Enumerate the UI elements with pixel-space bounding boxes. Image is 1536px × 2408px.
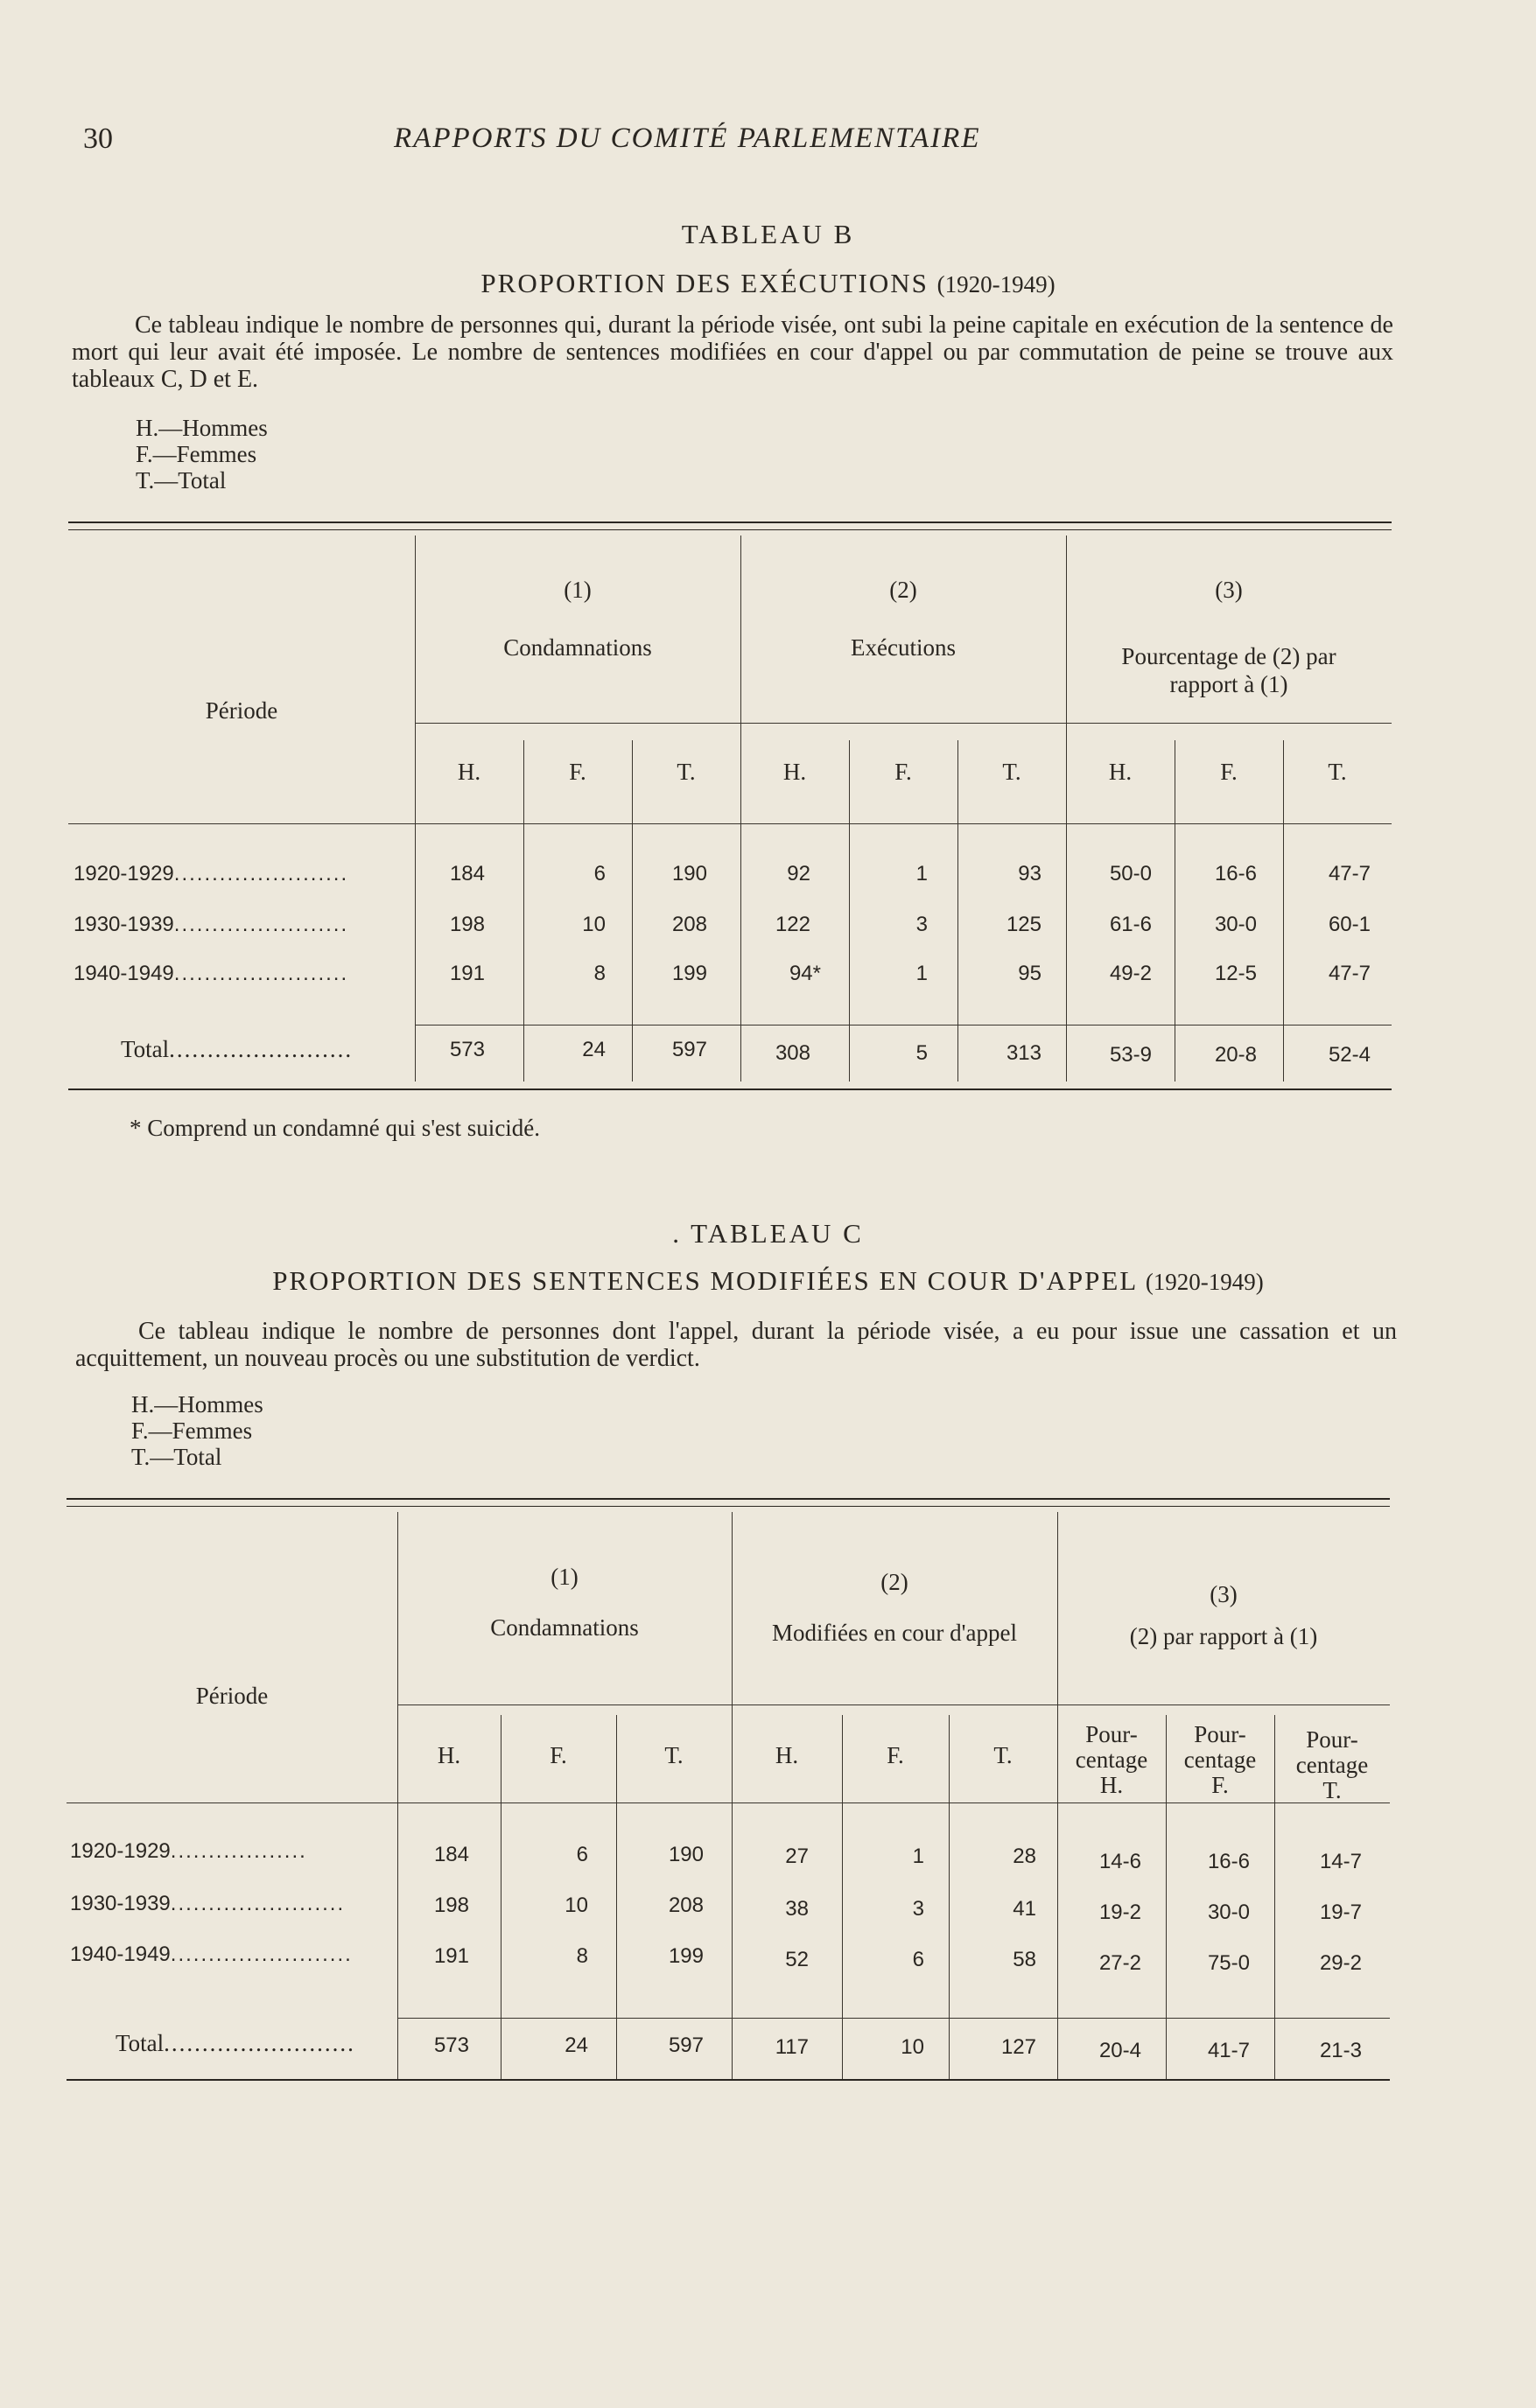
legend-item: T.—Total: [136, 467, 227, 494]
table-c-legend: [131, 1391, 263, 1470]
page-number: 30: [83, 122, 113, 155]
table-cell: 190: [668, 1843, 704, 1866]
group-label: Exécutions: [851, 634, 956, 661]
table-cell: 208: [671, 913, 707, 936]
total-cell: 10: [901, 2035, 924, 2059]
sub-header: H.: [437, 1742, 461, 1768]
row-period: 1930-1939.......................: [70, 1892, 346, 1915]
table-cell: 47-7: [1328, 862, 1371, 886]
table-cell: 92: [787, 862, 810, 886]
table-cell: 94*: [789, 962, 821, 985]
table-b-label: TABLEAU B: [681, 219, 855, 249]
table-cell: 191: [433, 1944, 469, 1968]
table-cell: 52: [785, 1948, 809, 1971]
col-period: Période: [195, 1683, 269, 1709]
row-period: 1940-1949........................: [70, 1942, 353, 1966]
sub-header: H.: [457, 759, 481, 785]
table-cell: 184: [449, 862, 485, 886]
table-cell: 30-0: [1207, 1900, 1250, 1924]
table-cell: 3: [912, 1897, 924, 1921]
table-b-years: (1920-1949): [936, 271, 1056, 298]
table-cell: 49-2: [1109, 962, 1152, 985]
running-title: RAPPORTS DU COMITÉ PARLEMENTAIRE: [394, 122, 981, 154]
sub-header: F.: [550, 1742, 567, 1768]
group-num: (3): [1210, 1581, 1238, 1607]
total-cell: 573: [449, 1038, 485, 1061]
total-row-label: Total........................: [121, 1036, 354, 1062]
table-cell: 184: [433, 1843, 469, 1866]
table-cell: 19-7: [1319, 1900, 1362, 1924]
table-c-label: . TABLEAU C: [672, 1218, 864, 1249]
table-b: [68, 522, 1392, 1099]
sub-header: T.: [677, 759, 696, 785]
legend-item: H.—Hommes: [131, 1391, 263, 1418]
sub-header: H.: [775, 1742, 799, 1768]
sub-header: F.: [894, 759, 912, 785]
table-c-title: [0, 1265, 1536, 1297]
total-cell: 5: [915, 1041, 928, 1065]
total-cell: 573: [433, 2034, 469, 2057]
table-cell: 29-2: [1319, 1951, 1362, 1975]
table-b-title-text: PROPORTION DES EXÉCUTIONS: [480, 268, 929, 298]
table-cell: 14-7: [1319, 1850, 1362, 1873]
legend-item: H.—Hommes: [136, 415, 268, 441]
table-cell: 198: [449, 913, 485, 936]
table-cell: 190: [671, 862, 707, 886]
sub-header: F.: [569, 759, 586, 785]
sub-header: T.: [993, 1742, 1013, 1768]
table-cell: 50-0: [1109, 862, 1152, 886]
legend-item: F.—Femmes: [131, 1418, 253, 1444]
table-cell: 16-6: [1214, 862, 1257, 886]
total-row-label: Total.........................: [116, 2030, 355, 2056]
table-cell: 6: [593, 862, 606, 886]
table-cell: 61-6: [1109, 913, 1152, 936]
legend-item: T.—Total: [131, 1444, 222, 1470]
table-b-footnote: * Comprend un condamné qui s'est suicidé.: [130, 1115, 541, 1141]
group-label: Modifiées en cour d'appel: [771, 1620, 1018, 1646]
table-cell: 19-2: [1098, 1900, 1141, 1924]
table-cell: 12-5: [1214, 962, 1257, 985]
total-cell: 20-4: [1098, 2039, 1141, 2062]
table-cell: 60-1: [1328, 913, 1371, 936]
total-cell: 308: [775, 1041, 810, 1065]
group-num: (1): [564, 577, 592, 603]
table-cell: 58: [1013, 1948, 1036, 1971]
table-cell: 38: [785, 1897, 809, 1921]
table-cell: 198: [433, 1894, 469, 1917]
total-cell: 24: [565, 2034, 588, 2057]
sub-header: T.: [1002, 759, 1021, 785]
total-cell: 597: [671, 1038, 707, 1061]
total-cell: 313: [1006, 1041, 1042, 1065]
table-cell: 208: [668, 1894, 704, 1917]
table-c-years: (1920-1949): [1145, 1269, 1264, 1295]
group-num: (3): [1215, 577, 1243, 603]
total-cell: 21-3: [1319, 2039, 1362, 2062]
table-cell: 47-7: [1328, 962, 1371, 985]
total-cell: 52-4: [1328, 1043, 1371, 1067]
pct-header: Pour- centage H.: [1075, 1721, 1148, 1798]
table-cell: 8: [576, 1944, 588, 1968]
table-cell: 122: [775, 913, 810, 936]
table-cell: 1: [915, 962, 928, 985]
table-cell: 27: [785, 1844, 809, 1868]
table-c-intro: Ce tableau indique le nombre de personnes dont l'appel, durant la période visée, a eu pour issue une cassation et un acquittement, un nouveau procès ou une substitution de verdict.: [75, 1318, 1397, 1372]
table-cell: 27-2: [1098, 1951, 1141, 1975]
table-b-legend: [136, 415, 268, 494]
total-cell: 127: [1000, 2035, 1036, 2059]
row-period: 1930-1939.......................: [74, 913, 349, 936]
table-cell: 191: [449, 962, 485, 985]
table-cell: 10: [565, 1894, 588, 1917]
table-c: [67, 1498, 1390, 2088]
total-cell: 117: [775, 2035, 809, 2059]
table-cell: 41: [1013, 1897, 1036, 1921]
group-label: (2) par rapport à (1): [1129, 1623, 1318, 1649]
row-period: 1940-1949.......................: [74, 962, 349, 985]
group-label: Condamnations: [490, 1614, 639, 1641]
row-period: 1920-1929..................: [70, 1839, 307, 1863]
table-cell: 10: [582, 913, 606, 936]
table-cell: 6: [912, 1948, 924, 1971]
group-num: (1): [551, 1564, 579, 1590]
table-cell: 93: [1018, 862, 1042, 886]
table-cell: 28: [1013, 1844, 1036, 1868]
pct-header: Pour- centage T.: [1295, 1726, 1369, 1803]
table-c-title-text: PROPORTION DES SENTENCES MODIFIÉES EN COUR D'APPEL: [272, 1265, 1138, 1296]
table-cell: 3: [915, 913, 928, 936]
sub-header: T.: [1328, 759, 1347, 785]
table-cell: 199: [668, 1944, 704, 1968]
col-period: Période: [205, 697, 278, 724]
table-b-title: [0, 268, 1536, 299]
table-cell: 30-0: [1214, 913, 1257, 936]
sub-header: H.: [1108, 759, 1133, 785]
table-cell: 6: [576, 1843, 588, 1866]
total-cell: 20-8: [1214, 1043, 1257, 1067]
table-b-intro: Ce tableau indique le nombre de personnes qui, durant la période visée, ont subi la peine capitale en exécution de la sentence de mort qui leur avait été imposée. Le nombre de sentences modifiées en cour d'appel ou par commutation de peine se trouve aux tableaux C, D et E.: [72, 312, 1393, 393]
table-cell: 95: [1018, 962, 1042, 985]
sub-header: T.: [664, 1742, 684, 1768]
legend-item: F.—Femmes: [136, 441, 257, 467]
table-cell: 1: [915, 862, 928, 886]
pct-header: Pour- centage F.: [1183, 1721, 1257, 1798]
total-cell: 597: [668, 2034, 704, 2057]
group-label: Pourcentage de (2) par rapport à (1): [1121, 643, 1336, 697]
sub-header: F.: [1220, 759, 1238, 785]
table-cell: 14-6: [1098, 1850, 1141, 1873]
total-cell: 41-7: [1207, 2039, 1250, 2062]
table-cell: 199: [671, 962, 707, 985]
table-cell: 1: [912, 1844, 924, 1868]
total-cell: 53-9: [1109, 1043, 1152, 1067]
group-num: (2): [880, 1569, 908, 1595]
sub-header: H.: [782, 759, 807, 785]
group-label: Condamnations: [503, 634, 652, 661]
table-cell: 16-6: [1207, 1850, 1250, 1873]
group-num: (2): [889, 577, 917, 603]
table-cell: 125: [1006, 913, 1042, 936]
running-header: [83, 122, 1098, 175]
row-period: 1920-1929.......................: [74, 862, 349, 886]
total-cell: 24: [582, 1038, 606, 1061]
table-cell: 75-0: [1207, 1951, 1250, 1975]
table-cell: 8: [593, 962, 606, 985]
sub-header: F.: [887, 1742, 904, 1768]
